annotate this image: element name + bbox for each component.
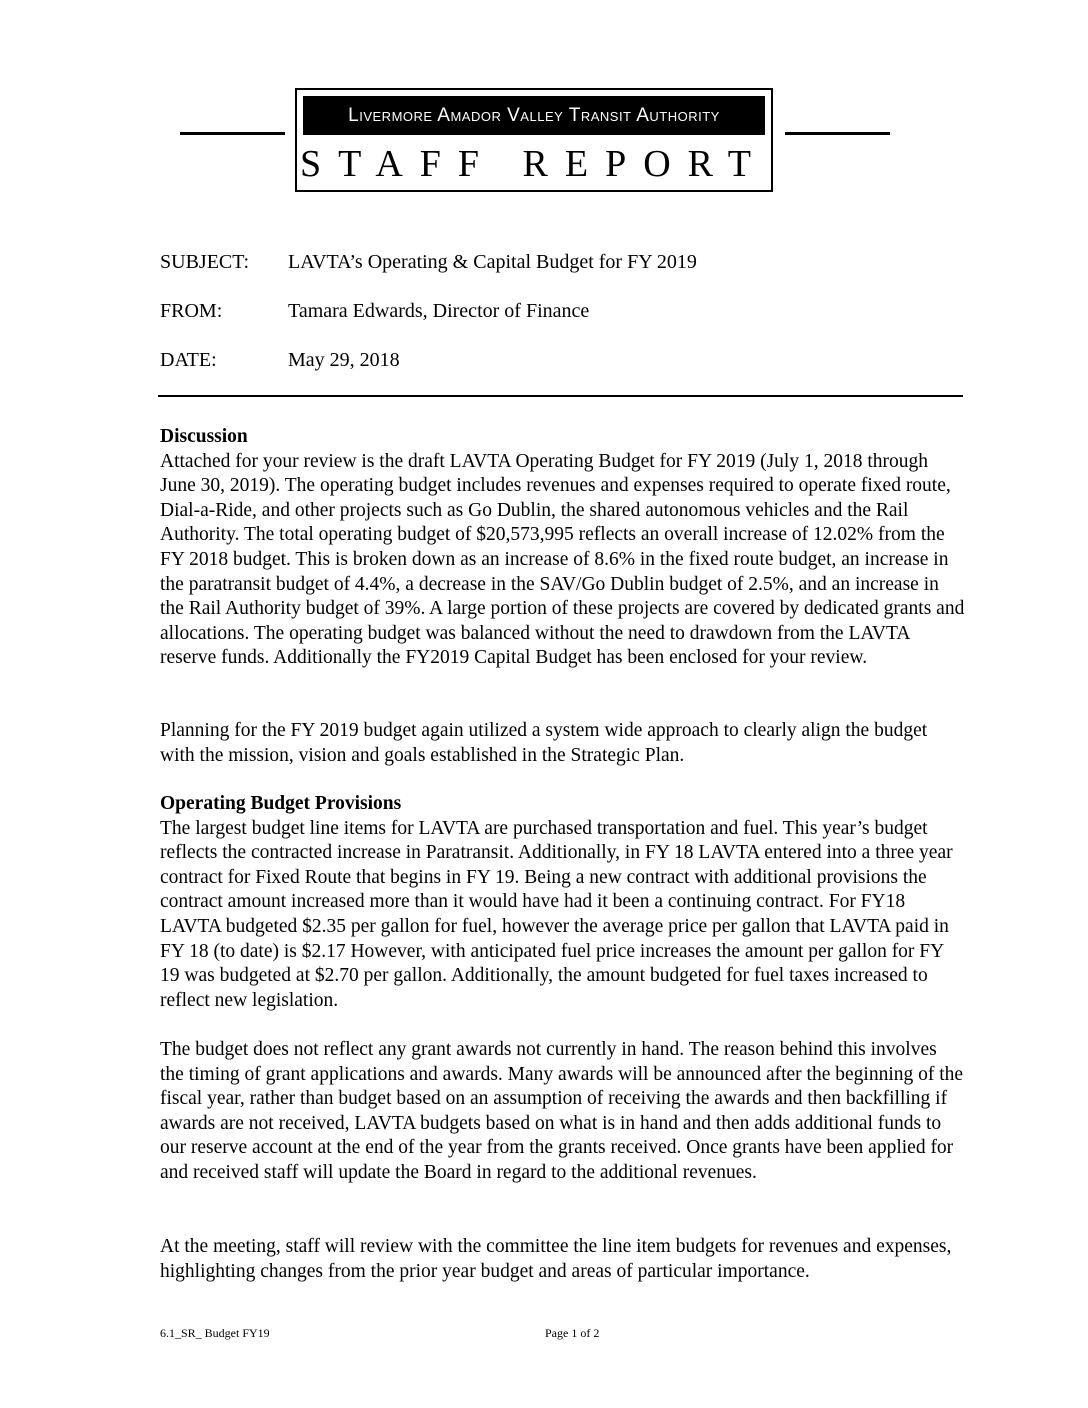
header-rule-right [785,132,890,135]
operating-paragraph-3: At the meeting, staff will review with the committee the line item budgets for revenues and expenses, highlighting changes from the prior year budget and areas of particular importance. [160,1236,952,1282]
discussion-paragraph-2-block [160,719,965,768]
operating-paragraph-2-block [160,1038,965,1186]
header-rule-left [180,132,285,135]
discussion-section [160,425,965,671]
operating-paragraph-2: The budget does not reflect any grant awards not currently in hand. The reason behind this involves the timing of grant applications and awards. Many awards will be announced after the beginning of the fiscal year, rather than budget based on an assumption of receiving the awards and then backfilling if awards are not received, LAVTA budgets based on what is in hand and then adds additional funds to our reserve account at the end of the year from the grants received. Once grants have been applied for and received staff will update the Board in regard to the additional revenues. [160,1039,964,1183]
date-value: May 29, 2018 [288,349,400,371]
organization-name: Livermore Amador Valley Transit Authority [303,96,765,135]
footer-doc-id: 6.1_SR_ Budget FY19 [160,1326,270,1340]
operating-paragraph-3-block [160,1235,965,1284]
discussion-paragraph-1: Attached for your review is the draft LAVTA Operating Budget for FY 2019 (July 1, 2018 through June 30, 2019). The operating budget includes revenues and expenses required to operate fixed route, Dial-a-Ride, and other projects such as Go Dublin, the shared autonomous vehicles and the Rail Authority. The total operating budget of $20,573,995 reflects an overall increase of 12.02% from the FY 2018 budget. This is broken down as an increase of 8.6% in the fixed route budget, an increase in the paratransit budget of 4.4%, a decrease in the SAV/Go Dublin budget of 2.5%, and an increase in the Rail Authority budget of 39%. A large portion of these projects are covered by dedicated grants and allocations. The operating budget was balanced without the need to drawdown from the LAVTA reserve funds. Additionally the FY2019 Capital Budget has been enclosed for your review. [160,450,965,669]
discussion-heading: Discussion [160,426,248,447]
section-divider [158,395,963,397]
from-label: FROM: [160,300,223,322]
discussion-paragraph-2: Planning for the FY 2019 budget again utilized a system wide approach to clearly align the budget with the mission, vision and goals established in the Strategic Plan. [160,720,928,766]
from-value: Tamara Edwards, Director of Finance [288,300,590,322]
operating-heading: Operating Budget Provisions [160,793,402,814]
date-label: DATE: [160,349,217,371]
operating-paragraph-1: The largest budget line items for LAVTA are purchased transportation and fuel. This year’s budget reflects the contracted increase in Paratransit. Additionally, in FY 18 LAVTA entered into a three year contract for Fixed Route that begins in FY 19. Being a new contract with additional provisions the contract amount increased more than it would have had it been a continuing contract. For FY18 LAVTA budgeted $2.35 per gallon for fuel, however the average price per gallon that LAVTA paid in FY 18 (to date) is $2.17 However, with anticipated fuel price increases the amount per gallon for FY 19 was budgeted at $2.70 per gallon. Additionally, the amount budgeted for fuel taxes increased to reflect new legislation. [160,817,953,1011]
subject-value: LAVTA’s Operating & Capital Budget for FY 2019 [288,251,697,273]
operating-section [160,792,965,1013]
subject-label: SUBJECT: [160,251,250,273]
masthead [295,88,773,192]
report-title: STAFF REPORT [300,143,768,185]
footer-page-number: Page 1 of 2 [545,1326,600,1340]
